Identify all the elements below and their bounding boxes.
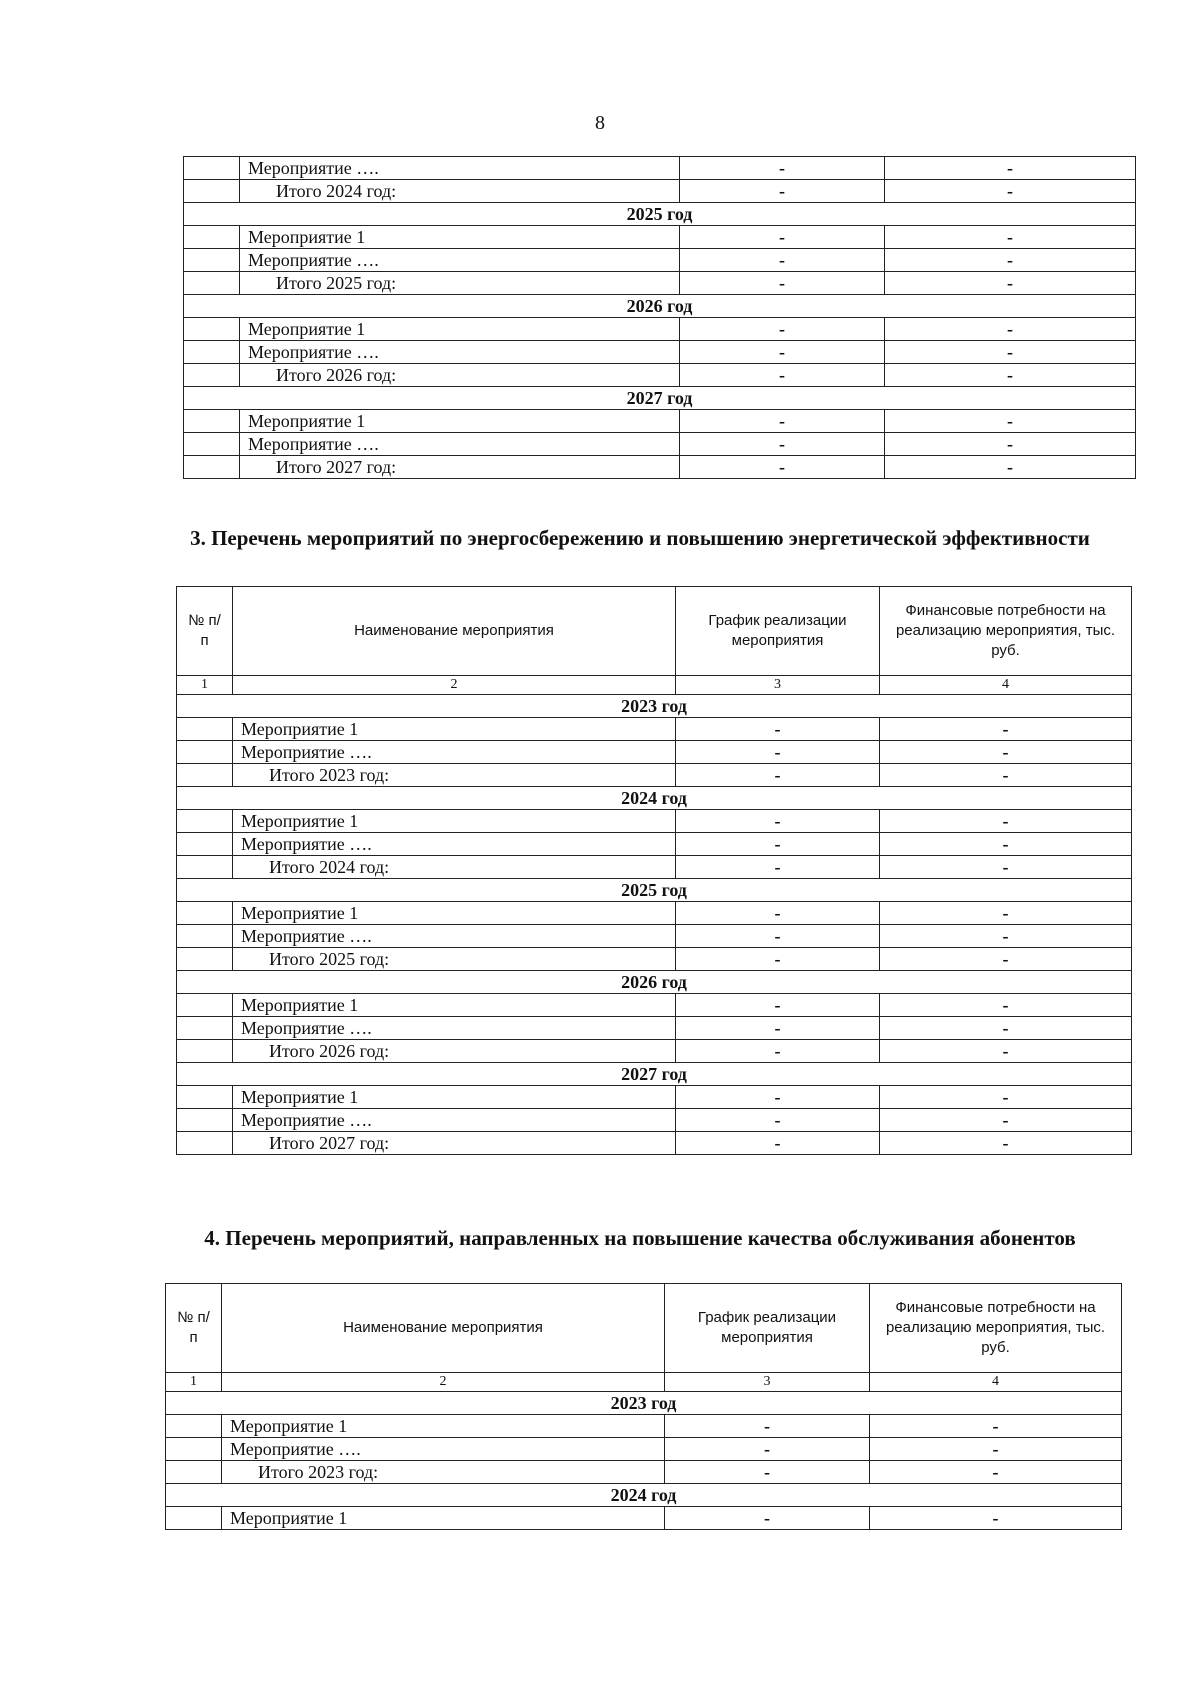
- financing-cell: -: [870, 1461, 1122, 1484]
- schedule-cell: -: [680, 364, 885, 387]
- table-row: [166, 1415, 1122, 1438]
- year-heading-row: [166, 1484, 1122, 1507]
- financing-cell: -: [880, 718, 1132, 741]
- continued-table: [183, 156, 1136, 479]
- section-3-table-body: [177, 695, 1132, 1155]
- measure-name: Мероприятие 1: [233, 810, 676, 833]
- measure-name: Мероприятие ….: [222, 1438, 665, 1461]
- column-number: 1: [177, 676, 233, 695]
- total-label: Итого 2024 год:: [233, 856, 676, 879]
- measure-name: Мероприятие ….: [240, 249, 680, 272]
- header-number: № п/п: [177, 587, 233, 676]
- financing-cell: -: [880, 810, 1132, 833]
- year-heading-row: [184, 295, 1136, 318]
- year-heading: 2025 год: [184, 203, 1136, 226]
- measure-name: Мероприятие 1: [233, 902, 676, 925]
- row-number-cell: [177, 1109, 233, 1132]
- table-row: [177, 1109, 1132, 1132]
- total-label: Итого 2026 год:: [240, 364, 680, 387]
- row-number-cell: [166, 1461, 222, 1484]
- financing-cell: -: [885, 433, 1136, 456]
- header-name: Наименование мероприятия: [233, 587, 676, 676]
- schedule-cell: -: [665, 1438, 870, 1461]
- table-row: [177, 810, 1132, 833]
- table-row: [177, 718, 1132, 741]
- schedule-cell: -: [676, 741, 880, 764]
- measure-name: Мероприятие ….: [233, 1109, 676, 1132]
- section-4-table-body: [166, 1392, 1122, 1530]
- table-row: [184, 249, 1136, 272]
- table-row: [184, 433, 1136, 456]
- row-number-cell: [184, 226, 240, 249]
- page-number: 8: [595, 112, 605, 134]
- measure-name: Мероприятие 1: [233, 1086, 676, 1109]
- schedule-cell: -: [680, 226, 885, 249]
- row-number-cell: [184, 272, 240, 295]
- schedule-cell: -: [680, 456, 885, 479]
- measure-name: Мероприятие ….: [233, 1017, 676, 1040]
- row-number-cell: [177, 810, 233, 833]
- financing-cell: -: [880, 925, 1132, 948]
- schedule-cell: -: [676, 810, 880, 833]
- table-row: [177, 741, 1132, 764]
- row-number-cell: [177, 902, 233, 925]
- total-row: [177, 1040, 1132, 1063]
- financing-cell: -: [880, 856, 1132, 879]
- table-row: [166, 1507, 1122, 1530]
- table-header-row: [166, 1284, 1122, 1373]
- row-number-cell: [177, 764, 233, 787]
- financing-cell: -: [880, 902, 1132, 925]
- schedule-cell: -: [676, 833, 880, 856]
- row-number-cell: [184, 410, 240, 433]
- financing-cell: -: [870, 1415, 1122, 1438]
- total-row: [177, 764, 1132, 787]
- row-number-cell: [177, 1132, 233, 1155]
- row-number-cell: [184, 249, 240, 272]
- table-row: [177, 902, 1132, 925]
- measure-name: Мероприятие 1: [222, 1415, 665, 1438]
- table-row: [184, 318, 1136, 341]
- total-row: [177, 856, 1132, 879]
- measure-name: Мероприятие 1: [222, 1507, 665, 1530]
- total-row: [184, 364, 1136, 387]
- total-row: [184, 272, 1136, 295]
- table-row: [177, 1086, 1132, 1109]
- section-4-title: 4. Перечень мероприятий, направленных на повышение качества обслуживания абонентов: [204, 1226, 1076, 1250]
- year-heading-row: [184, 387, 1136, 410]
- total-row: [184, 180, 1136, 203]
- row-number-cell: [177, 833, 233, 856]
- row-number-cell: [177, 718, 233, 741]
- column-number: 1: [166, 1373, 222, 1392]
- table-row: [177, 994, 1132, 1017]
- year-heading: 2024 год: [177, 787, 1132, 810]
- section-3-table: [176, 586, 1132, 1155]
- financing-cell: -: [880, 1086, 1132, 1109]
- table-row: [166, 1438, 1122, 1461]
- row-number-cell: [166, 1415, 222, 1438]
- column-number: 4: [880, 676, 1132, 695]
- schedule-cell: -: [676, 902, 880, 925]
- row-number-cell: [184, 180, 240, 203]
- total-row: [177, 1132, 1132, 1155]
- year-heading-row: [177, 787, 1132, 810]
- row-number-cell: [177, 925, 233, 948]
- measure-name: Мероприятие ….: [233, 925, 676, 948]
- column-numbers-row: [166, 1373, 1122, 1392]
- measure-name: Мероприятие ….: [233, 741, 676, 764]
- header-financing: Финансовые потребности на реализацию мероприятия, тыс. руб.: [870, 1284, 1122, 1373]
- year-heading: 2026 год: [184, 295, 1136, 318]
- total-row: [184, 456, 1136, 479]
- table-row: [177, 925, 1132, 948]
- row-number-cell: [177, 741, 233, 764]
- total-label: Итого 2027 год:: [240, 456, 680, 479]
- row-number-cell: [177, 948, 233, 971]
- year-heading-row: [177, 971, 1132, 994]
- row-number-cell: [184, 364, 240, 387]
- year-heading: 2023 год: [177, 695, 1132, 718]
- column-number: 2: [233, 676, 676, 695]
- measure-name: Мероприятие ….: [240, 341, 680, 364]
- row-number-cell: [184, 318, 240, 341]
- measure-name: Мероприятие ….: [240, 433, 680, 456]
- financing-cell: -: [870, 1507, 1122, 1530]
- schedule-cell: -: [676, 1132, 880, 1155]
- measure-name: Мероприятие 1: [233, 718, 676, 741]
- header-schedule: График реализации мероприятия: [676, 587, 880, 676]
- schedule-cell: -: [676, 1017, 880, 1040]
- total-label: Итого 2025 год:: [240, 272, 680, 295]
- financing-cell: -: [885, 249, 1136, 272]
- financing-cell: -: [885, 318, 1136, 341]
- column-number: 3: [665, 1373, 870, 1392]
- financing-cell: -: [885, 272, 1136, 295]
- financing-cell: -: [880, 833, 1132, 856]
- measure-name: Мероприятие ….: [240, 157, 680, 180]
- schedule-cell: -: [676, 994, 880, 1017]
- year-heading-row: [184, 203, 1136, 226]
- row-number-cell: [177, 1086, 233, 1109]
- measure-name: Мероприятие 1: [233, 994, 676, 1017]
- schedule-cell: -: [676, 1040, 880, 1063]
- section-3-title: 3. Перечень мероприятий по энергосбережению и повышению энергетической эффективности: [190, 526, 1090, 550]
- schedule-cell: -: [680, 272, 885, 295]
- row-number-cell: [184, 157, 240, 180]
- column-number: 3: [676, 676, 880, 695]
- total-row: [166, 1461, 1122, 1484]
- schedule-cell: -: [680, 157, 885, 180]
- total-label: Итого 2026 год:: [233, 1040, 676, 1063]
- measure-name: Мероприятие 1: [240, 226, 680, 249]
- total-label: Итого 2023 год:: [222, 1461, 665, 1484]
- financing-cell: -: [885, 180, 1136, 203]
- financing-cell: -: [880, 948, 1132, 971]
- header-number: № п/п: [166, 1284, 222, 1373]
- financing-cell: -: [885, 364, 1136, 387]
- financing-cell: -: [885, 456, 1136, 479]
- schedule-cell: -: [680, 433, 885, 456]
- schedule-cell: -: [676, 925, 880, 948]
- schedule-cell: -: [676, 856, 880, 879]
- row-number-cell: [177, 994, 233, 1017]
- financing-cell: -: [880, 1040, 1132, 1063]
- total-row: [177, 948, 1132, 971]
- total-label: Итого 2027 год:: [233, 1132, 676, 1155]
- schedule-cell: -: [680, 410, 885, 433]
- financing-cell: -: [885, 410, 1136, 433]
- continued-table-body: [184, 157, 1136, 479]
- year-heading-row: [177, 879, 1132, 902]
- year-heading: 2027 год: [177, 1063, 1132, 1086]
- year-heading-row: [177, 1063, 1132, 1086]
- schedule-cell: -: [676, 764, 880, 787]
- section-4-table: [165, 1283, 1122, 1530]
- financing-cell: -: [885, 341, 1136, 364]
- header-schedule: График реализации мероприятия: [665, 1284, 870, 1373]
- schedule-cell: -: [676, 718, 880, 741]
- year-heading-row: [177, 695, 1132, 718]
- row-number-cell: [166, 1438, 222, 1461]
- total-label: Итого 2023 год:: [233, 764, 676, 787]
- measure-name: Мероприятие ….: [233, 833, 676, 856]
- year-heading: 2024 год: [166, 1484, 1122, 1507]
- table-row: [184, 157, 1136, 180]
- year-heading: 2023 год: [166, 1392, 1122, 1415]
- year-heading: 2027 год: [184, 387, 1136, 410]
- row-number-cell: [177, 856, 233, 879]
- measure-name: Мероприятие 1: [240, 410, 680, 433]
- financing-cell: -: [880, 764, 1132, 787]
- schedule-cell: -: [665, 1507, 870, 1530]
- financing-cell: -: [880, 1017, 1132, 1040]
- table-row: [184, 410, 1136, 433]
- row-number-cell: [184, 433, 240, 456]
- schedule-cell: -: [676, 1086, 880, 1109]
- schedule-cell: -: [680, 249, 885, 272]
- header-financing: Финансовые потребности на реализацию мероприятия, тыс. руб.: [880, 587, 1132, 676]
- financing-cell: -: [885, 226, 1136, 249]
- column-number: 4: [870, 1373, 1122, 1392]
- year-heading-row: [166, 1392, 1122, 1415]
- table-header-row: [177, 587, 1132, 676]
- total-label: Итого 2024 год:: [240, 180, 680, 203]
- financing-cell: -: [880, 741, 1132, 764]
- row-number-cell: [177, 1040, 233, 1063]
- financing-cell: -: [885, 157, 1136, 180]
- schedule-cell: -: [676, 948, 880, 971]
- table-row: [184, 226, 1136, 249]
- financing-cell: -: [870, 1438, 1122, 1461]
- table-row: [177, 1017, 1132, 1040]
- financing-cell: -: [880, 994, 1132, 1017]
- schedule-cell: -: [680, 318, 885, 341]
- schedule-cell: -: [665, 1461, 870, 1484]
- row-number-cell: [177, 1017, 233, 1040]
- total-label: Итого 2025 год:: [233, 948, 676, 971]
- year-heading: 2025 год: [177, 879, 1132, 902]
- schedule-cell: -: [680, 180, 885, 203]
- schedule-cell: -: [676, 1109, 880, 1132]
- financing-cell: -: [880, 1109, 1132, 1132]
- table-row: [177, 833, 1132, 856]
- table-row: [184, 341, 1136, 364]
- row-number-cell: [184, 341, 240, 364]
- year-heading: 2026 год: [177, 971, 1132, 994]
- column-number: 2: [222, 1373, 665, 1392]
- schedule-cell: -: [665, 1415, 870, 1438]
- column-numbers-row: [177, 676, 1132, 695]
- measure-name: Мероприятие 1: [240, 318, 680, 341]
- header-name: Наименование мероприятия: [222, 1284, 665, 1373]
- row-number-cell: [184, 456, 240, 479]
- row-number-cell: [166, 1507, 222, 1530]
- schedule-cell: -: [680, 341, 885, 364]
- financing-cell: -: [880, 1132, 1132, 1155]
